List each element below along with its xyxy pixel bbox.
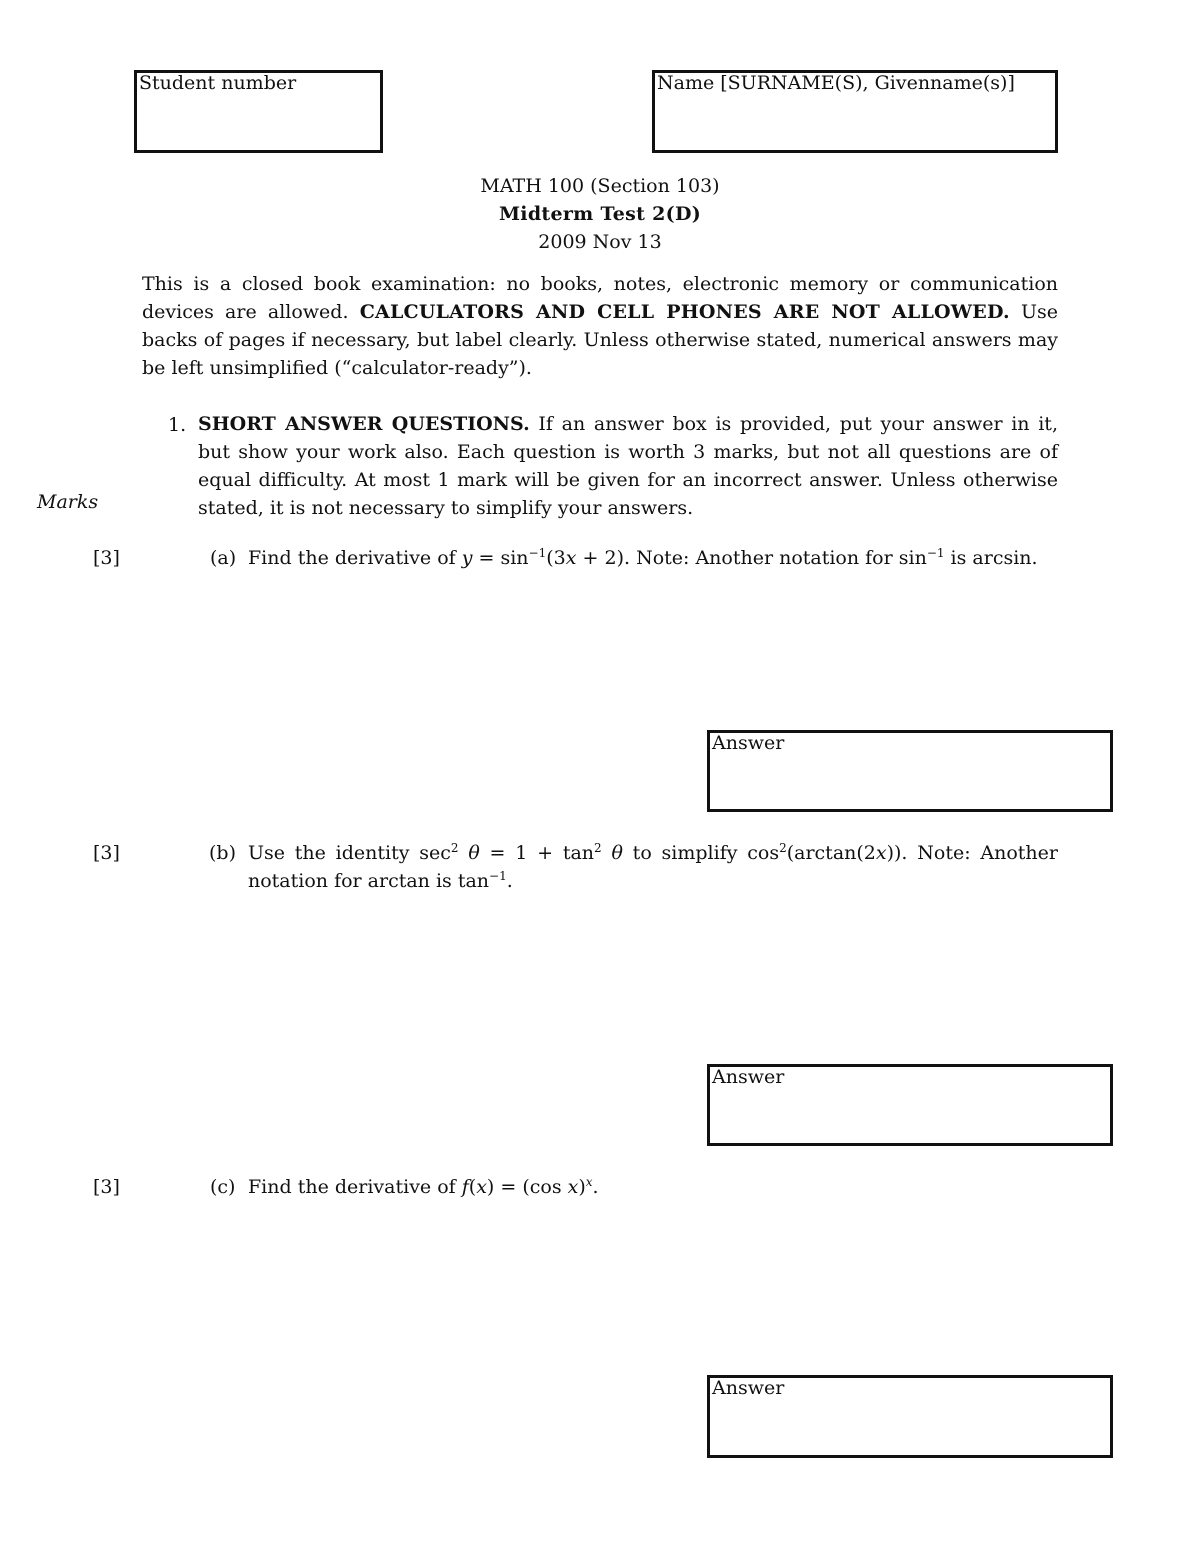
question-a-marks: [3]: [93, 547, 120, 569]
question-c-label: (c): [210, 1176, 236, 1198]
answer-box-b[interactable]: [707, 1064, 1113, 1146]
question-b-text: Use the identity $\sec^2 \theta = 1 + \tan^2 \theta$ to simplify $\cos^2(\arctan(2x))$. Note: Another notation for arctan is $\tan^{-1}$.: [248, 841, 1058, 892]
instructions-lead: This is a closed book examination: no books, notes, electronic memory or communication devices are allowed.: [142, 273, 1058, 323]
course-title: MATH 100 (Section 103): [480, 175, 720, 197]
answer-box-a[interactable]: [707, 730, 1113, 812]
test-date: 2009 Nov 13: [538, 231, 662, 253]
question-a-label: (a): [210, 547, 237, 569]
section-number: 1.: [168, 414, 187, 436]
instructions-warning: CALCULATORS AND CELL PHONES ARE NOT ALLOWED.: [359, 301, 1010, 323]
section-text: If an answer box is provided, put your answer in it, but show your work also. Each question is worth 3 marks, but not all questions are of equal difficulty. At most 1 mark will be given for an incorrect answer. Unless otherwise stated, it is not necessary to simplify your answers.: [198, 413, 1058, 519]
question-c-marks: [3]: [93, 1176, 120, 1198]
name-box[interactable]: [652, 70, 1058, 153]
question-b-label: (b): [209, 842, 236, 864]
question-c-text: Find the derivative of f(x) = (cos x)$^x$.: [248, 1175, 599, 1198]
name-label: Name [SURNAME(S), Givenname(s)]: [657, 72, 1015, 94]
answer-box-c[interactable]: [707, 1375, 1113, 1458]
section-intro: [198, 410, 1058, 522]
section-heading: SHORT ANSWER QUESTIONS.: [198, 413, 530, 435]
answer-label-a: Answer: [712, 732, 785, 754]
student-number-box[interactable]: [134, 70, 383, 153]
question-a-text: Find the derivative of $y = \sin^{-1}(3x + 2)$. Note: Another notation for $\sin^{-1}$ is arcsin.: [248, 546, 1038, 569]
marks-label: Marks: [37, 491, 99, 513]
student-number-label: Student number: [139, 72, 297, 94]
answer-label-b: Answer: [712, 1066, 785, 1088]
instructions: [142, 270, 1058, 382]
instructions-rest: Use backs of pages if necessary, but label clearly. Unless otherwise stated, numerical answers may be left unsimplified (“calculator-ready”).: [142, 301, 1059, 379]
question-b-marks: [3]: [93, 842, 120, 864]
answer-label-c: Answer: [712, 1377, 785, 1399]
test-title: Midterm Test 2(D): [498, 203, 702, 225]
